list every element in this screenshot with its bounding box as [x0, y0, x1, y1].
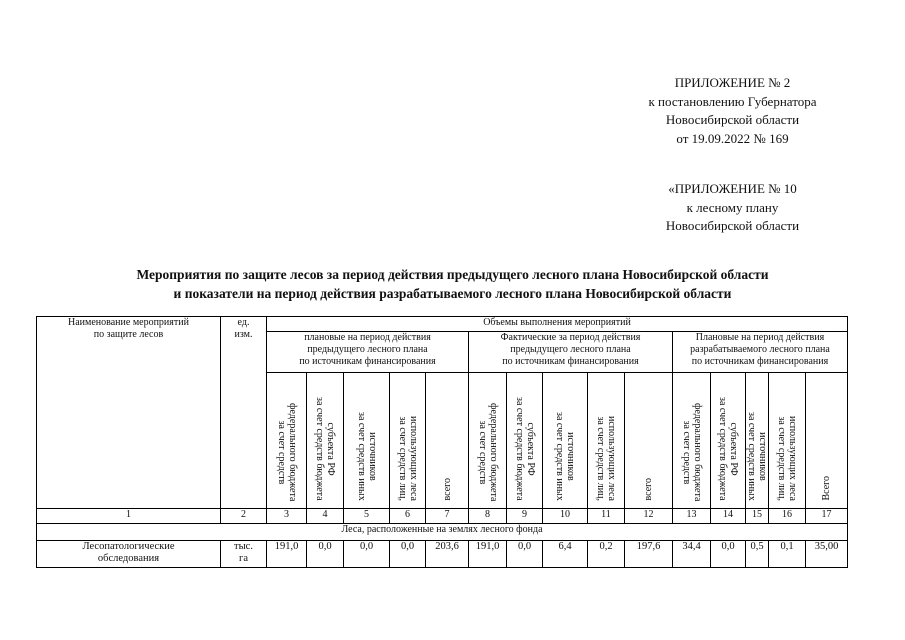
header-text: изм. [234, 329, 253, 340]
header-name-cell [37, 317, 221, 509]
appendix-line: ПРИЛОЖЕНИЕ № 2 [674, 75, 791, 90]
subheader-regional: за счет средств бюджета субъекта РФ [711, 373, 746, 509]
column-number: 10 [543, 509, 588, 524]
subheader-users: за счет средств лиц, использующих леса [588, 373, 625, 509]
column-number: 15 [746, 509, 769, 524]
column-number: 5 [344, 509, 390, 524]
header-text: по источникам финансирования [299, 356, 436, 367]
subheader-federal: за счет средств федерального бюджета [673, 373, 711, 509]
row-name-text: обследования [97, 553, 160, 564]
document-title [40, 265, 865, 303]
subheader-other: за счет средств иных источников [746, 373, 769, 509]
appendix-header-block [610, 74, 855, 148]
header-text: по защите лесов [93, 329, 164, 340]
appendix-reference-block [610, 180, 855, 236]
column-number: 6 [390, 509, 426, 524]
value-cell: 203,6 [426, 541, 469, 568]
subheader-other: за счет средств иных источников [344, 373, 390, 509]
header-text: предыдущего лесного плана [307, 344, 428, 355]
value-cell: 0,2 [588, 541, 625, 568]
column-number: 9 [507, 509, 543, 524]
title-line: Мероприятия по защите лесов за период действия предыдущего лесного плана Новосибирской области [136, 267, 769, 282]
column-number: 8 [469, 509, 507, 524]
appendix-line: Новосибирской области [665, 218, 800, 233]
header-text: по источникам финансирования [502, 356, 639, 367]
header-unit-cell [221, 317, 267, 509]
column-number: 16 [769, 509, 806, 524]
column-number: 3 [267, 509, 307, 524]
column-number: 12 [625, 509, 673, 524]
value-cell: 0,0 [344, 541, 390, 568]
table-row [37, 541, 848, 568]
header-text: плановые на период действия [304, 332, 431, 343]
subheader-federal: за счет средств федерального бюджета [469, 373, 507, 509]
value-cell: 35,00 [806, 541, 848, 568]
column-number: 13 [673, 509, 711, 524]
value-cell: 6,4 [543, 541, 588, 568]
header-text: предыдущего лесного плана [510, 344, 631, 355]
row-name-text: Лесопатологические [82, 541, 175, 552]
value-cell: 0,0 [307, 541, 344, 568]
subheader-total: всего [426, 373, 469, 509]
subheader-other: за счет средств иных источников [543, 373, 588, 509]
value-cell: 197,6 [625, 541, 673, 568]
header-group-planned-new [673, 332, 848, 373]
subheader-total: всего [625, 373, 673, 509]
row-unit-cell [221, 541, 267, 568]
subheader-users: за счет средств лиц, использующих леса [769, 373, 806, 509]
subheader-users: за счет средств лиц, использующих леса [390, 373, 426, 509]
value-cell: 0,0 [711, 541, 746, 568]
column-number: 14 [711, 509, 746, 524]
header-volumes: Объемы выполнения мероприятий [267, 317, 848, 332]
appendix-line: к лесному плану [686, 199, 779, 215]
column-number: 4 [307, 509, 344, 524]
value-cell: 0,5 [746, 541, 769, 568]
subheader-regional: за счет средств бюджета субъекта РФ [307, 373, 344, 509]
header-group-actual-previous [469, 332, 673, 373]
appendix-line: от 19.09.2022 № 169 [676, 130, 789, 146]
section-title: Леса, расположенные на землях лесного фонда [37, 524, 848, 541]
appendix-line: «ПРИЛОЖЕНИЕ № 10 [668, 181, 797, 196]
forest-protection-table [36, 316, 848, 568]
value-cell: 0,0 [507, 541, 543, 568]
subheader-regional: за счет средств бюджета субъекта РФ [507, 373, 543, 509]
value-cell: 191,0 [469, 541, 507, 568]
value-cell: 0,0 [390, 541, 426, 568]
header-text: Плановые на период действия [695, 332, 825, 343]
subheader-total: Всего [806, 373, 848, 509]
column-number: 17 [806, 509, 848, 524]
subheader-federal: за счет средств федерального бюджета [267, 373, 307, 509]
appendix-line: к постановлению Губернатора [648, 93, 817, 109]
header-text: разрабатываемого лесного плана [690, 344, 830, 355]
header-text: по источникам финансирования [691, 356, 829, 367]
column-number: 2 [221, 509, 267, 524]
header-text: ед. [237, 317, 250, 328]
row-unit-text: га [239, 553, 248, 564]
title-line: и показатели на период действия разрабатываемого лесного плана Новосибирской области [173, 286, 732, 301]
column-number: 11 [588, 509, 625, 524]
appendix-line: Новосибирской области [665, 112, 800, 127]
row-unit-text: тыс. [234, 541, 253, 552]
column-number: 7 [426, 509, 469, 524]
value-cell: 34,4 [673, 541, 711, 568]
value-cell: 0,1 [769, 541, 806, 568]
header-group-planned-previous [267, 332, 469, 373]
row-name-cell [37, 541, 221, 568]
column-number: 1 [37, 509, 221, 524]
header-text: Наименование мероприятий [68, 317, 189, 328]
value-cell: 191,0 [267, 541, 307, 568]
header-text: Фактические за период действия [500, 332, 641, 343]
